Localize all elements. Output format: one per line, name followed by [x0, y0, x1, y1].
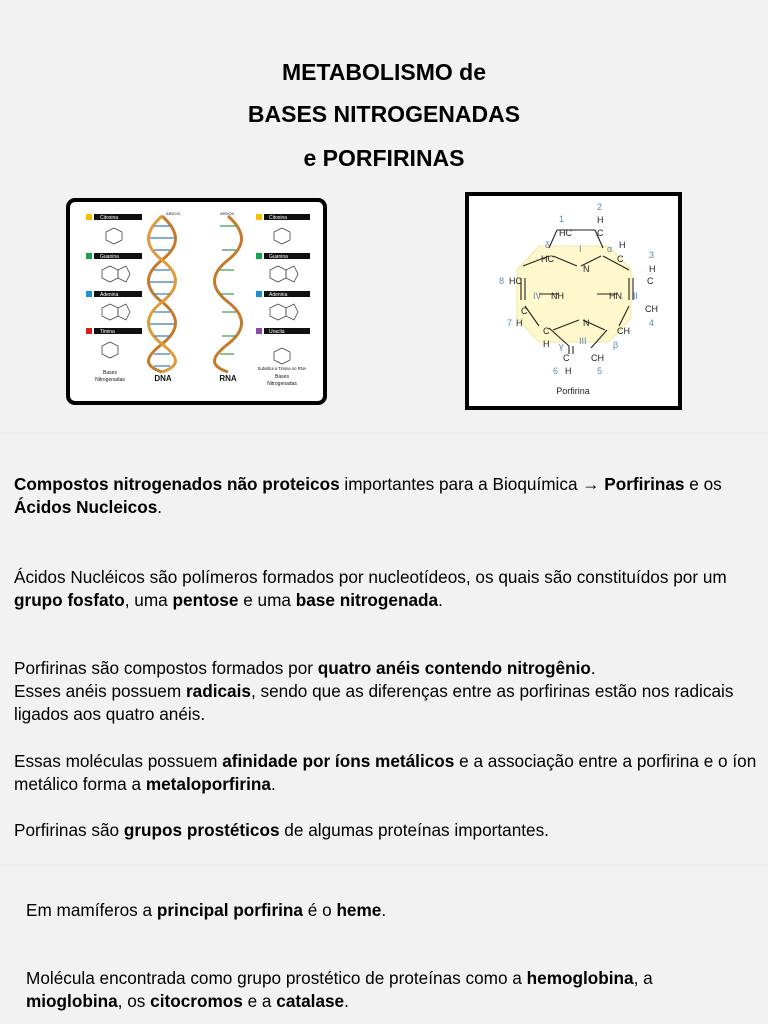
bold-term: hemoglobina: [526, 968, 634, 988]
text-span: .: [270, 774, 276, 794]
position-number: 6: [553, 366, 559, 376]
dna-label: DNA: [154, 374, 172, 383]
porphyrin-diagram: [469, 196, 678, 406]
atom-label: CH: [645, 304, 658, 314]
text-span: Ácidos Nucléicos são polímeros formados por nucleotídeos, os quais são constituídos por um: [14, 567, 727, 587]
text-span: .: [590, 658, 596, 678]
atom-label: H: [516, 318, 523, 328]
alpha-label: α: [607, 244, 613, 254]
text-span: Porfirinas são: [14, 820, 124, 840]
position-number: 7: [507, 318, 513, 328]
paragraph-porphyrin-rings: [14, 657, 759, 680]
text-span: de algumas proteínas importantes.: [279, 820, 549, 840]
text-span: Esses anéis possuem: [14, 681, 186, 701]
bold-term: quatro anéis contendo nitrogênio: [317, 658, 591, 678]
position-number: 4: [649, 318, 655, 328]
dna-rna-bases-figure: [66, 198, 327, 405]
paragraph-nucleic-acids: [14, 566, 759, 612]
text-span: Porfirinas são compostos formados por: [14, 658, 318, 678]
bold-term: Ácidos Nucleicos: [14, 497, 158, 517]
text-span: Essas moléculas possuem: [14, 751, 223, 771]
text-span: e a: [242, 991, 277, 1011]
atom-label: C: [543, 326, 550, 336]
text-span: .: [344, 991, 349, 1011]
text-span: , a: [633, 968, 653, 988]
legend-swatch: [256, 253, 262, 259]
legend-swatch: [86, 328, 92, 334]
text-span: Em mamíferos a: [26, 900, 157, 920]
dna-rna-diagram: [70, 202, 323, 401]
paragraph-prosthetic-groups: [14, 819, 759, 842]
atom-label: C: [521, 306, 528, 316]
text-span: .: [157, 497, 163, 517]
title-line-1: METABOLISMO de: [281, 59, 486, 85]
ring-label: IV: [533, 291, 542, 301]
text-span: Molécula encontrada como grupo prostético de proteínas como a: [26, 968, 527, 988]
text-span: e uma: [238, 590, 296, 610]
bases-caption-right-2: Nitrogenadas: [267, 381, 297, 387]
atom-label: C: [617, 254, 624, 264]
title-slide: [0, 0, 768, 432]
text-span: e os: [684, 474, 722, 494]
atom-label: HC: [509, 276, 522, 286]
delta-label: δ: [545, 240, 551, 250]
bold-term: base nitrogenada: [295, 590, 439, 610]
legend-label: Guanina: [269, 254, 288, 260]
bold-term: citocromos: [150, 991, 243, 1011]
text-span: , os: [117, 991, 151, 1011]
gamma-label: γ: [559, 341, 564, 351]
bold-term: heme: [336, 900, 382, 920]
legend-swatch: [86, 214, 92, 220]
bold-term: grupos prostéticos: [123, 820, 280, 840]
bold-term: grupo fosfato: [14, 590, 125, 610]
porphyrin-caption: Porfirina: [556, 386, 590, 396]
position-number: 8: [499, 276, 505, 286]
legend-label: Adenina: [269, 292, 288, 298]
helix-tag-rna: ARDOX: [220, 211, 235, 216]
text-span: e a associação entre a porfirina e o íon metálico forma a: [14, 751, 757, 794]
atom-label: H: [649, 264, 656, 274]
bases-caption-left-2: Nitrogenadas: [95, 377, 125, 383]
beta-label: β: [613, 340, 619, 350]
bold-term: metaloporfirina: [145, 774, 271, 794]
atom-label: C: [597, 228, 604, 238]
text-span: , sendo que as diferenças entre as porfirinas estão nos radicais ligados aos quatro anéis.: [14, 681, 734, 724]
text-span: .: [381, 900, 387, 920]
position-number: 3: [649, 250, 655, 260]
title-line-2: BASES NITROGENADAS: [247, 101, 521, 127]
bold-term: Porfirinas: [604, 474, 685, 494]
ring-label: I: [579, 244, 582, 254]
legend-label: Timina: [100, 329, 115, 335]
legend-label: Citosina: [100, 215, 119, 221]
bold-term: principal porfirina: [156, 900, 303, 920]
text-span: , uma: [124, 590, 173, 610]
atom-label: HN: [609, 291, 622, 301]
uracil-note: Substitui a Timina no RNA: [257, 366, 307, 371]
title-line-3: e PORFIRINAS: [303, 145, 465, 171]
paragraph-metal-affinity: [14, 750, 759, 796]
paragraph-heme-proteins: [26, 967, 746, 1013]
atom-label: C: [563, 353, 570, 363]
atom-label: H: [597, 215, 604, 225]
content-slide-heme: [0, 866, 768, 1024]
legend-swatch: [256, 214, 262, 220]
bases-caption-left: Bases: [103, 370, 117, 376]
helix-tag-dna: ARDOX: [166, 211, 181, 216]
bold-term: afinidade por íons metálicos: [222, 751, 455, 771]
bold-term: Compostos nitrogenados não proteicos: [14, 474, 340, 494]
atom-label: C: [647, 276, 654, 286]
legend-swatch: [86, 291, 92, 297]
bold-term: radicais: [185, 681, 251, 701]
legend-label: Adenina: [100, 292, 119, 298]
text-span: importantes para a Bioquímica →: [339, 474, 605, 494]
text-span: é o: [302, 900, 337, 920]
position-number: 5: [597, 366, 603, 376]
atom-label: N: [583, 318, 590, 328]
legend-label: Citosina: [269, 215, 288, 221]
atom-label: CH: [591, 353, 604, 363]
rna-single-helix: [215, 216, 242, 372]
position-number: 2: [597, 202, 603, 212]
paragraph-intro: [14, 473, 759, 519]
atom-label: H: [619, 240, 626, 250]
text-span: .: [438, 590, 443, 610]
legend-swatch: [256, 328, 262, 334]
atom-label: CH: [617, 326, 630, 336]
ring-label: III: [579, 336, 587, 346]
position-number: 1: [559, 214, 565, 224]
rna-label: RNA: [219, 374, 237, 383]
ring-label: II: [633, 291, 639, 301]
atom-label: H: [543, 339, 550, 349]
dna-double-helix: [149, 216, 176, 372]
legend-label: Guanina: [100, 254, 119, 260]
atom-label: NH: [551, 291, 564, 301]
bold-term: pentose: [172, 590, 239, 610]
atom-label: N: [583, 264, 590, 274]
bases-caption-right: Bases: [275, 374, 289, 380]
bold-term: mioglobina: [26, 991, 118, 1011]
content-slide-porphyrins: [0, 434, 768, 864]
atom-label: H: [565, 366, 572, 376]
legend-swatch: [86, 253, 92, 259]
paragraph-radicals: [14, 680, 759, 726]
porphyrin-structure-figure: [465, 192, 682, 410]
legend-swatch: [256, 291, 262, 297]
atom-label: HC: [559, 228, 572, 238]
atom-label: HC: [541, 254, 554, 264]
bold-term: catalase: [276, 991, 345, 1011]
paragraph-heme: [26, 899, 746, 922]
legend-label: Uracila: [269, 329, 285, 335]
